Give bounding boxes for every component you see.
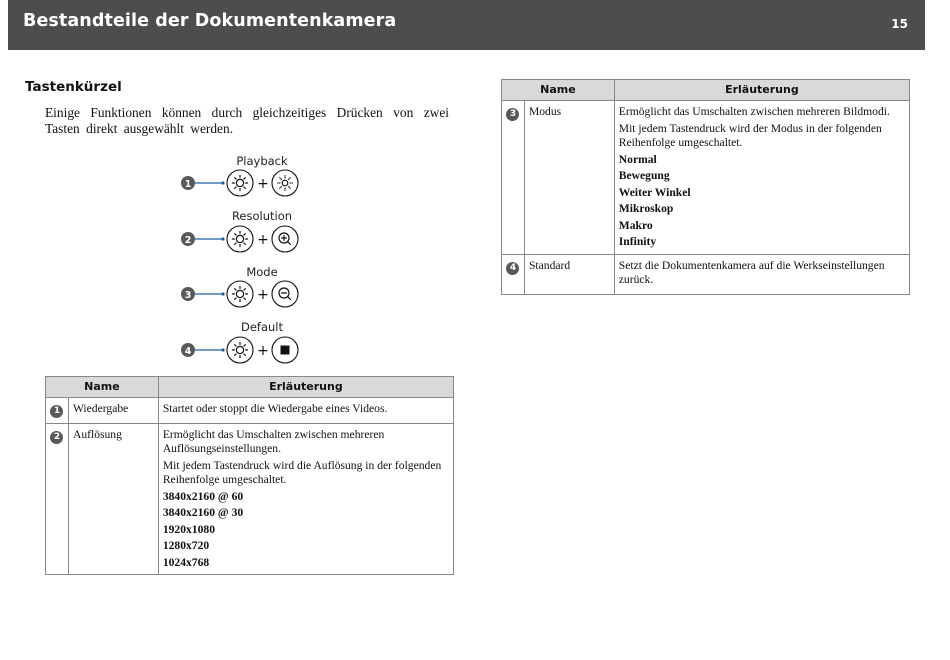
diagram-label-mode: Mode xyxy=(246,265,278,279)
diagram-row-3 xyxy=(181,281,298,307)
diagram-row-1 xyxy=(181,170,298,196)
row-name: Auflösung xyxy=(68,423,158,575)
number-4-text: 4 xyxy=(184,346,192,357)
row-name: Modus xyxy=(524,101,614,255)
stop-square-icon xyxy=(281,346,290,355)
table-header-row xyxy=(502,80,910,101)
diagram-label-default: Default xyxy=(240,320,284,334)
brightness-button-1 xyxy=(227,170,253,196)
second-button-3 xyxy=(272,281,298,307)
second-button-1 xyxy=(272,170,298,196)
row-description: Mit jedem Tastendruck wird die Auflösung in der folgenden Reihenfolge umgeschaltet. xyxy=(162,458,442,486)
page-header xyxy=(8,0,925,50)
resolution-option: 1920x1080 xyxy=(162,522,215,536)
row-name: Standard xyxy=(524,254,614,294)
mode-option: Infinity xyxy=(618,235,657,248)
mode-option: Makro xyxy=(618,218,653,232)
table-row xyxy=(502,254,910,294)
row-description: Startet oder stoppt die Wiedergabe eines Videos. xyxy=(162,402,388,415)
page-number: 15 xyxy=(891,17,908,31)
resolution-option: 1024x768 xyxy=(162,555,210,569)
mode-option: Normal xyxy=(618,152,657,166)
section-title: Tastenkürzel xyxy=(25,79,122,95)
diagram-label-playback: Playback xyxy=(236,154,288,168)
diagram-label-resolution: Resolution xyxy=(231,209,293,223)
connector-dot-1 xyxy=(221,181,224,184)
plus-sign-4: + xyxy=(257,343,269,359)
plus-sign-1: + xyxy=(257,176,269,192)
column-header-name: Name xyxy=(502,80,615,101)
table-row xyxy=(46,398,454,424)
column-header-name: Name xyxy=(46,377,159,398)
brightness-button-3 xyxy=(227,281,253,307)
shortcut-table-right xyxy=(501,79,910,295)
number-3-text: 3 xyxy=(184,290,192,301)
number-1-badge: 1 xyxy=(50,405,63,418)
number-3-badge: 3 xyxy=(506,108,519,121)
connector-dot-3 xyxy=(221,292,224,295)
plus-sign-3: + xyxy=(257,287,269,303)
intro-paragraph xyxy=(45,105,449,137)
mode-option: Mikroskop xyxy=(618,202,674,215)
row-description: Mit jedem Tastendruck wird der Modus in der folgenden Reihenfolge umgeschaltet. xyxy=(618,121,882,149)
intro-line-1: Einige Funktionen können durch gleichzeitiges Drücken von zwei Tasten xyxy=(45,105,449,136)
resolution-option: 1280x720 xyxy=(162,539,210,552)
table-row xyxy=(502,101,910,255)
shortcut-diagram xyxy=(175,150,335,365)
number-2-badge: 2 xyxy=(50,431,63,444)
resolution-option: 3840x2160 @ 60 xyxy=(162,489,244,503)
row-name: Wiedergabe xyxy=(68,398,158,424)
connector-dot-2 xyxy=(221,237,224,240)
column-header-description: Erläuterung xyxy=(614,80,909,101)
page-title: Bestandteile der Dokumentenkamera xyxy=(23,11,397,31)
brightness-button-4 xyxy=(227,337,253,363)
table-row xyxy=(46,423,454,575)
mode-option: Bewegung xyxy=(618,169,670,182)
resolution-option: 3840x2160 @ 30 xyxy=(162,506,244,519)
table-header-row xyxy=(46,377,454,398)
diagram-row-4 xyxy=(181,337,298,363)
mode-option: Weiter Winkel xyxy=(618,185,691,199)
second-button-2 xyxy=(272,226,298,252)
plus-sign-2: + xyxy=(257,232,269,248)
connector-dot-4 xyxy=(221,348,224,351)
number-2-text: 2 xyxy=(184,235,192,246)
row-description: Ermöglicht das Umschalten zwischen mehreren Auflösungseinstellungen. xyxy=(162,427,385,455)
number-1-text: 1 xyxy=(184,179,192,190)
shortcut-diagram-graphic xyxy=(175,150,335,365)
row-description: Setzt die Dokumentenkamera auf die Werkseinstellungen zurück. xyxy=(618,258,885,286)
row-description: Ermöglicht das Umschalten zwischen mehreren Bildmodi. xyxy=(618,105,890,118)
number-4-badge: 4 xyxy=(506,262,519,275)
brightness-button-2 xyxy=(227,226,253,252)
diagram-row-2 xyxy=(181,226,298,252)
column-header-description: Erläuterung xyxy=(158,377,453,398)
shortcut-table-left xyxy=(45,376,454,575)
intro-line-2: direkt ausgewählt werden. xyxy=(86,121,234,136)
